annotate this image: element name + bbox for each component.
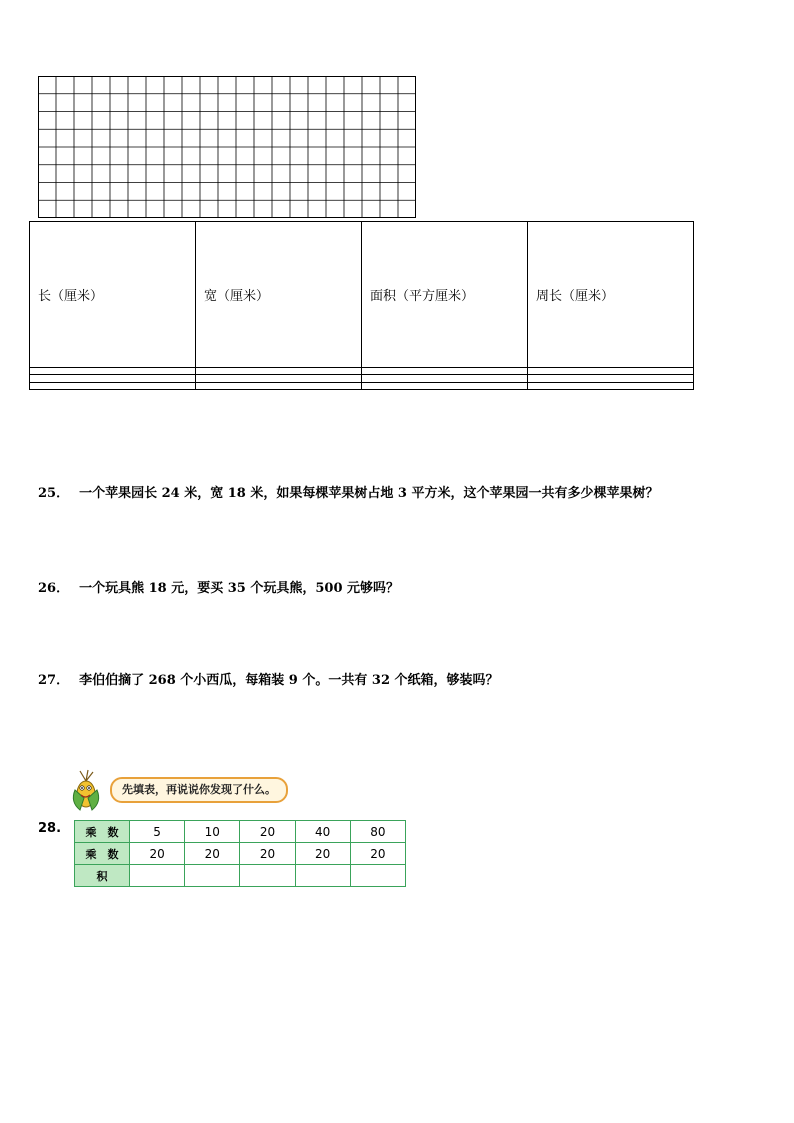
answer-cell[interactable] (30, 375, 196, 382)
multiplication-table (74, 820, 406, 887)
header-area: 面积（平方厘米） (362, 222, 528, 368)
answer-cell[interactable] (350, 865, 405, 887)
answer-cell[interactable] (196, 382, 362, 389)
question-text: 一个苹果园长 24 米，宽 18 米，如果每棵苹果树占地 3 平方米，这个苹果园一共有多少棵苹果树？ (79, 486, 659, 501)
table-cell: 20 (240, 843, 295, 865)
question-number: 26． (38, 581, 70, 596)
answer-cell[interactable] (185, 865, 240, 887)
answer-cell[interactable] (362, 382, 528, 389)
table-row (30, 382, 694, 389)
answer-cell[interactable] (30, 382, 196, 389)
answer-cell[interactable] (295, 865, 350, 887)
table-row (75, 843, 406, 865)
table-cell: 20 (295, 843, 350, 865)
table-cell: 40 (295, 821, 350, 843)
table-cell: 5 (130, 821, 185, 843)
header-length: 长（厘米） (30, 222, 196, 368)
question-26 (38, 577, 399, 596)
header-width: 宽（厘米） (196, 222, 362, 368)
dimension-table-header (30, 222, 694, 368)
answer-cell[interactable] (362, 375, 528, 382)
question-number: 25． (38, 486, 70, 501)
question-number: 27． (38, 673, 70, 688)
table-cell: 20 (185, 843, 240, 865)
answer-cell[interactable] (196, 368, 362, 375)
table-cell: 10 (185, 821, 240, 843)
answer-cell[interactable] (528, 382, 694, 389)
row-label: 乘 数 (75, 821, 130, 843)
table-row (30, 368, 694, 375)
speech-bubble: 先填表，再说说你发现了什么。 (110, 777, 288, 803)
question-28-number: 28. (38, 821, 62, 836)
answer-cell[interactable] (240, 865, 295, 887)
row-label: 乘 数 (75, 843, 130, 865)
question-text: 一个玩具熊 18 元，要买 35 个玩具熊，500 元够吗？ (79, 581, 400, 596)
table-cell: 20 (350, 843, 405, 865)
corn-mascot-icon (66, 768, 106, 812)
table-row (75, 865, 406, 887)
table-cell: 80 (350, 821, 405, 843)
answer-cell[interactable] (130, 865, 185, 887)
table-cell: 20 (130, 843, 185, 865)
answer-cell[interactable] (196, 375, 362, 382)
answer-cell[interactable] (528, 368, 694, 375)
question-25 (38, 482, 658, 501)
header-perimeter: 周长（厘米） (528, 222, 694, 368)
dimension-table (29, 221, 694, 390)
square-grid (38, 76, 416, 218)
question-text: 李伯伯摘了 268 个小西瓜，每箱装 9 个。一共有 32 个纸箱，够装吗？ (79, 673, 499, 688)
table-row (75, 821, 406, 843)
answer-cell[interactable] (528, 375, 694, 382)
table-row (30, 375, 694, 382)
row-label: 积 (75, 865, 130, 887)
table-cell: 20 (240, 821, 295, 843)
answer-cell[interactable] (362, 368, 528, 375)
question-27 (38, 669, 499, 688)
answer-cell[interactable] (30, 368, 196, 375)
